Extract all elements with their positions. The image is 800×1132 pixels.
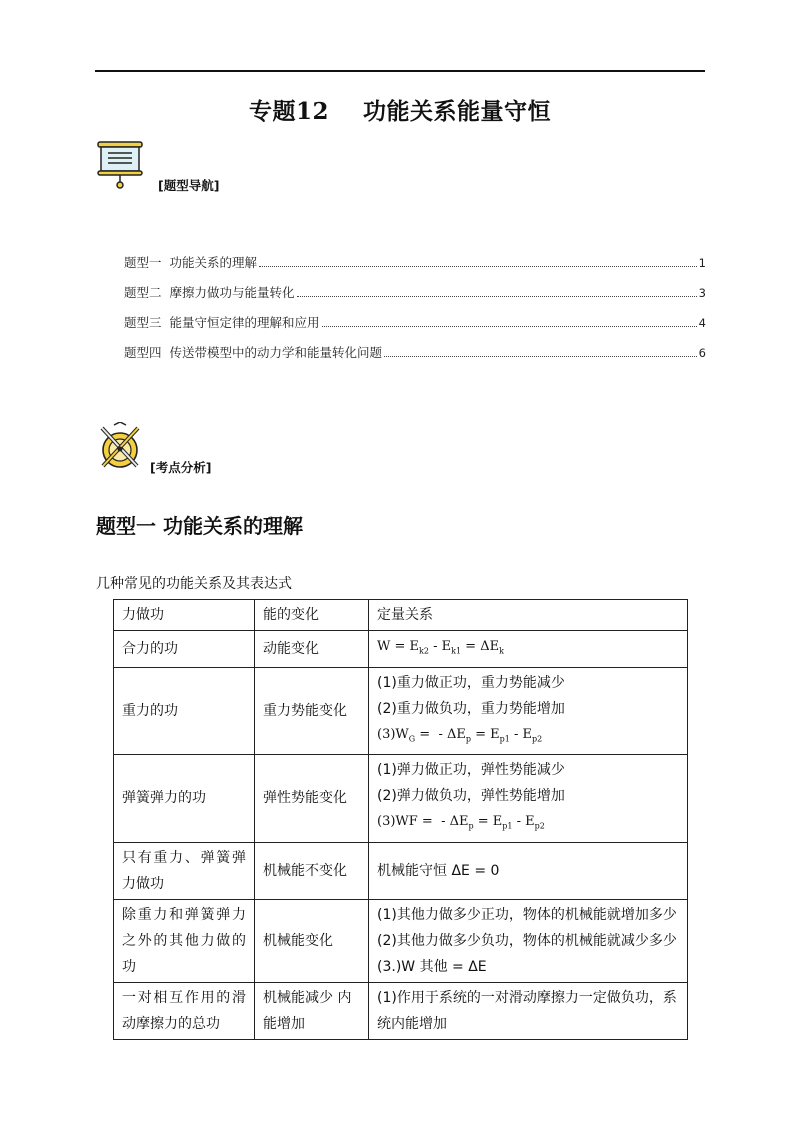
- change-cell: 机械能变化: [255, 899, 369, 982]
- compass-pencil-icon: [97, 422, 143, 472]
- force-cell: 重力的功: [114, 667, 255, 755]
- relation-line: (3.)W 其他 = ΔE: [377, 958, 487, 975]
- force-cell: 除重力和弹簧弹力之外的其他力做的功: [114, 899, 255, 982]
- relation-line: (1)弹力做正功，弹性势能减少: [377, 762, 565, 779]
- section-intro: 几种常见的功能关系及其表达式: [96, 576, 292, 592]
- relation-line: (2)重力做负功，重力势能增加: [377, 700, 565, 717]
- header-cell: 定量关系: [369, 600, 688, 631]
- relation-line: (1)重力做正功，重力势能减少: [377, 674, 565, 691]
- spring-work-formula: (3)WF = - $\Delta E_p = E_{p1} - E_{p2}$: [377, 814, 545, 831]
- change-cell: 机械能不变化: [255, 842, 369, 899]
- toc-page: 1: [698, 256, 706, 270]
- toc-leader: [384, 355, 697, 357]
- analysis-label: [考点分析]: [150, 460, 212, 475]
- toc-text: 功能关系的理解: [169, 255, 258, 270]
- toc-type: 题型三: [124, 315, 162, 330]
- table-row: [114, 899, 688, 982]
- net-work-formula: $W = E_{k2} - E_{k1} = \Delta E_k$: [377, 639, 504, 656]
- toc-item[interactable]: [124, 283, 706, 313]
- toc-page: 6: [698, 346, 706, 360]
- change-cell: 机械能减少 内能增加: [255, 982, 369, 1039]
- toc-leader: [322, 325, 697, 327]
- table-row: [114, 631, 688, 668]
- toc-page: 4: [698, 316, 706, 330]
- toc-type: 题型二: [124, 285, 162, 300]
- presentation-board-icon: [96, 140, 144, 190]
- table-header-row: [114, 600, 688, 631]
- force-cell: 只有重力、弹簧弹力做功: [114, 842, 255, 899]
- relation-line: 机械能守恒 ΔE = 0: [377, 862, 500, 879]
- toc-text: 能量守恒定律的理解和应用: [169, 315, 320, 330]
- toc-leader: [259, 265, 697, 267]
- table-row: [114, 982, 688, 1039]
- force-cell: 合力的功: [114, 631, 255, 668]
- table-of-contents: [124, 253, 706, 373]
- table-row: [114, 667, 688, 755]
- gravity-work-formula: $(3)W_G$ = - $\Delta E_p = E_{p1} - E_{p2}$: [377, 726, 543, 744]
- navigation-label: [题型导航]: [158, 178, 220, 193]
- toc-item[interactable]: [124, 343, 706, 373]
- toc-leader: [297, 295, 697, 297]
- toc-text: 摩擦力做功与能量转化: [169, 285, 295, 300]
- relation-cell: [369, 982, 688, 1039]
- relation-line: (2)弹力做负功，弹性势能增加: [377, 788, 565, 805]
- relation-cell: [369, 631, 688, 668]
- relation-cell: [369, 899, 688, 982]
- relation-line: (1)作用于系统的一对滑动摩擦力一定做负功，系统内能增加: [377, 989, 677, 1032]
- relation-line: (1)其他力做多少正功，物体的机械能就增加多少: [377, 906, 677, 923]
- toc-type: 题型四: [124, 345, 162, 360]
- header-cell: 能的变化: [255, 600, 369, 631]
- relation-cell: [369, 755, 688, 843]
- table-row: [114, 755, 688, 843]
- toc-text: 传送带模型中的动力学和能量转化问题: [169, 345, 383, 360]
- change-cell: 动能变化: [255, 631, 369, 668]
- force-cell: 一对相互作用的滑动摩擦力的总功: [114, 982, 255, 1039]
- section-heading: 题型一 功能关系的理解: [96, 514, 303, 538]
- relation-cell: [369, 667, 688, 755]
- relation-line: (2)其他力做多少负功，物体的机械能就减少多少: [377, 932, 677, 949]
- toc-page: 3: [698, 286, 706, 300]
- change-cell: 重力势能变化: [255, 667, 369, 755]
- change-cell: 弹性势能变化: [255, 755, 369, 843]
- header-cell: 力做功: [114, 600, 255, 631]
- toc-item[interactable]: [124, 253, 706, 283]
- page-title: 专题12 功能关系能量守恒: [248, 98, 552, 125]
- function-energy-table: [113, 599, 688, 1040]
- toc-type: 题型一: [124, 255, 162, 270]
- toc-item[interactable]: [124, 313, 706, 343]
- relation-cell: [369, 842, 688, 899]
- table-row: [114, 842, 688, 899]
- header-rule: [95, 70, 705, 72]
- force-cell: 弹簧弹力的功: [114, 755, 255, 843]
